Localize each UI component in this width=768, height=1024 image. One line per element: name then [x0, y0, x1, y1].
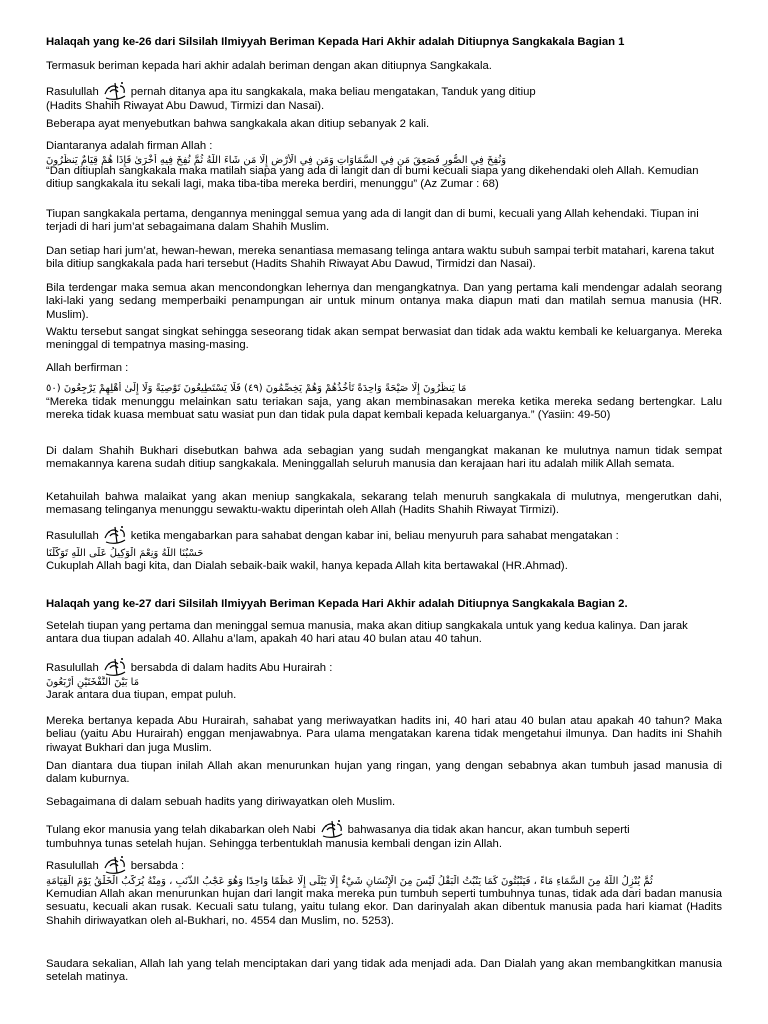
rasulullah-text: Rasulullah [46, 86, 99, 98]
section1-paragraph-2: Rasulullah pernah ditanya apa itu sangkakala, maka beliau mengatakan, Tanduk yang ditiup (Hadits Shahih Riwayat Abu Dawud, Tirmizi dan Nasai). [46, 80, 722, 113]
section1-paragraph-9: Allah berfirman : [46, 362, 129, 374]
section2-paragraph-9: Kemudian Allah akan menurunkan hujan dari langit maka mereka pun tumbuh seperti tumbuhnya tunas, tidak ada dari badan manusia sesuatu, kecuali akan rusak. Kecuali satu tulang, yaitu tulang ekor. Dan darinyalah akan dibentuk manusia pada hari kiamat (Hadits Shahih diriwayatkan oleh al-Bukhari, no. 4554 dan Muslim, no. 5253). [46, 888, 722, 927]
section2-paragraph-10: Saudara sekalian, Allah lah yang telah menciptakan dari yang tidak ada menjadi ada. Dan Dialah yang akan membangkitkan manusia setelah matinya. [46, 958, 722, 984]
section1-paragraph-13: Cukuplah Allah bagi kita, dan Dialah sebaik-baik wakil, hanya kepada Allah kita bertawakal (HR.Ahmad). [46, 560, 568, 572]
rasulullah-text: Rasulullah [46, 860, 99, 872]
rasulullah-text: Rasulullah [46, 530, 99, 542]
salawat-calligraphy-icon [102, 524, 128, 544]
section2-paragraph-4: Mereka bertanya kepada Abu Hurairah, sahabat yang meriwayatkan hadits ini, 40 hari atau 40 bulan atau apakah 40 tahun? Maka beliau (yaitu Abu Hurairah) enggan menjawabnya. Para ulama mengatakan karena tidak mengetahui ilmunya. Dan hadits ini Shahih riwayat Bukhari dan juga Muslim. [46, 715, 722, 754]
section1-paragraph-5: Tiupan sangkakala pertama, dengannya meninggal semua yang ada di langit dan di bumi, kecuali yang Allah kehendaki. Tiupan ini terjadi di hari jum’at sebagaimana dalam Shahih Muslim. [46, 208, 699, 234]
section1-paragraph-11: Ketahuilah bahwa malaikat yang akan meniup sangkakala, sekarang telah menuruh sangkakala di mulutnya, mengerutkan dahi, memasang telinganya menunggu sewaktu-waktu diperintah oleh Allah (Hadits Shahih Riwayat Tirmizi). [46, 491, 722, 517]
section1-heading: Halaqah yang ke-26 dari Silsilah Ilmiyyah Beriman Kepada Hari Akhir adalah Ditiupnya Sangkakala Bagian 1 [46, 36, 625, 48]
section1-paragraph-7: Bila terdengar maka semua akan mencondongkan lehernya dan mengangkatnya. Dan yang pertama kali mendengar adalah seorang laki-laki yang sedang memperbaiki penampungan air untuk minum ontanya maka diapun mati dan matilah semua manusia (HR. Muslim). [46, 282, 722, 321]
arabic-hadith-ajbu-dzanab: ثُمَّ يُنْزِلُ اللَّهُ مِنَ السَّمَاءِ مَاءً ، فَيَنْبُتُونَ كَمَا يَنْبُتُ الْبَقْلُ لَيْسَ مِنَ الْإِنْسَانِ شَيْءٌ إِلَّا يَبْلَى إِلَّا عَظْمًا وَاحِدًا وَهُوَ عَجْبُ الذَّنَبِ ، وَمِنْهُ يُرَكَّبُ الْخَلْقُ يَوْمَ الْقِيَامَةِ [46, 876, 653, 887]
section2-paragraph-7: Tulang ekor manusia yang telah dikabarkan oleh Nabi bahwasanya dia tidak akan hancur, akan tumbuh seperti tumbuhnya tunas setelah hujan. Sehingga terbentuklah manusia kembali dengan izin Allah. [46, 818, 722, 851]
section1-paragraph-6: Dan setiap hari jum’at, hewan-hewan, mereka senantiasa memasang telinga antara waktu subuh sampai terbit matahari, karena takut bila ditiup sangkakala pada hari tersebut (Hadits Shahih Riwayat Abu Dawud, Tirmidzi dan Nasai). [46, 245, 715, 271]
section2-paragraph-2: Rasulullah bersabda di dalam hadits Abu Hurairah : [46, 656, 722, 676]
salawat-calligraphy-icon [102, 854, 128, 874]
section1-paragraph-10: Di dalam Shahih Bukhari disebutkan bahwa ada sebagian yang sudah mengangkat makanan ke mulutnya namun tidak sempat memakannya karena sudah ditiup sangkakala. Meninggallah seluruh manusia dan kerajaan hari itu adalah milik Allah semata. [46, 445, 722, 471]
section1-quote-zumar: “Dan ditiuplah sangkakala maka matilah siapa yang ada di langit dan di bumi kecuali siapa yang dikehendaki oleh Allah. Kemudian ditiup sangkakala itu sekali lagi, maka tiba-tiba mereka berdiri, menunggu” (Az Zumar : 68) [46, 165, 699, 191]
section2-paragraph-5: Dan diantara dua tiupan inilah Allah akan menurunkan hujan yang ringan, yang dengan sebabnya akan tumbuh jasad manusia di dalam kuburnya. [46, 760, 722, 786]
section1-paragraph-3: Beberapa ayat menyebutkan bahwa sangkakala akan ditiup sebanyak 2 kali. [46, 118, 430, 130]
salawat-calligraphy-icon [102, 656, 128, 676]
salawat-calligraphy-icon [319, 818, 345, 838]
arabic-verse-zumar-68: وَنُفِخَ فِي الصُّورِ فَصَعِقَ مَن فِي السَّمَاوَاتِ وَمَن فِي الْأَرْضِ إِلَّا مَن شَاءَ اللَّهُ ثُمَّ نُفِخَ فِيهِ أُخْرَىٰ فَإِذَا هُمْ قِيَامٌ يَنظُرُونَ [46, 155, 507, 166]
section2-paragraph-3: Jarak antara dua tiupan, empat puluh. [46, 689, 237, 701]
arabic-verse-yasiin: مَا يَنظُرُونَ إِلَّا صَيْحَةً وَاحِدَةً تَأْخُذُهُمْ وَهُمْ يَخِصِّمُونَ (٤٩) فَلَا يَسْتَطِيعُونَ تَوْصِيَةً وَلَا إِلَىٰ أَهْلِهِمْ يَرْجِعُونَ (٥٠ [46, 383, 467, 394]
section1-paragraph-8: Waktu tersebut sangat singkat sehingga seseorang tidak akan sempat berwasiat dan tidak ada waktu kembali ke keluarganya. Mereka meninggal di tempatnya masing-masing. [46, 326, 722, 352]
salawat-calligraphy-icon [102, 80, 128, 100]
section2-paragraph-8: Rasulullah bersabda : [46, 854, 722, 874]
section2-paragraph-6: Sebagaimana di dalam sebuah hadits yang diriwayatkan oleh Muslim. [46, 796, 396, 808]
rasulullah-text: Rasulullah [46, 662, 99, 674]
section2-paragraph-1: Setelah tiupan yang pertama dan meninggal semua manusia, maka akan ditiup sangkakala untuk yang kedua kalinya. Dan jarak antara dua tiupan adalah 40. Allahu a’lam, apakah 40 hari atau 40 bulan atau 40 tahun. [46, 620, 688, 646]
section1-paragraph-1: Termasuk beriman kepada hari akhir adalah beriman dengan akan ditiupnya Sangkakala. [46, 60, 492, 72]
arabic-dua-hasbunallah: حَسْبُنَا اللَّهُ وَنِعْمَ الْوَكِيلُ عَلَى اللَّهِ تَوَكَّلْنَا [46, 548, 204, 559]
section2-heading: Halaqah yang ke-27 dari Silsilah Ilmiyyah Beriman Kepada Hari Akhir adalah Ditiupnya Sangkakala Bagian 2. [46, 598, 628, 610]
section1-quote-yasiin: “Mereka tidak menunggu melainkan satu teriakan saja, yang akan membinasakan mereka ketika mereka sedang bertengkar. Lalu mereka tidak kuasa membuat satu wasiat pun dan tidak pula dapat kembali kepada keluarganya.” (Yasiin: 49-50) [46, 396, 722, 422]
arabic-hadith-nafkhatain: مَا بَيْنَ النَّفْخَتَيْنِ أَرْبَعُونَ [46, 677, 140, 688]
section1-paragraph-4: Diantaranya adalah firman Allah : [46, 140, 213, 152]
section1-paragraph-12: Rasulullah ketika mengabarkan para sahabat dengan kabar ini, beliau menyuruh para sahabat mengatakan : [46, 524, 722, 544]
